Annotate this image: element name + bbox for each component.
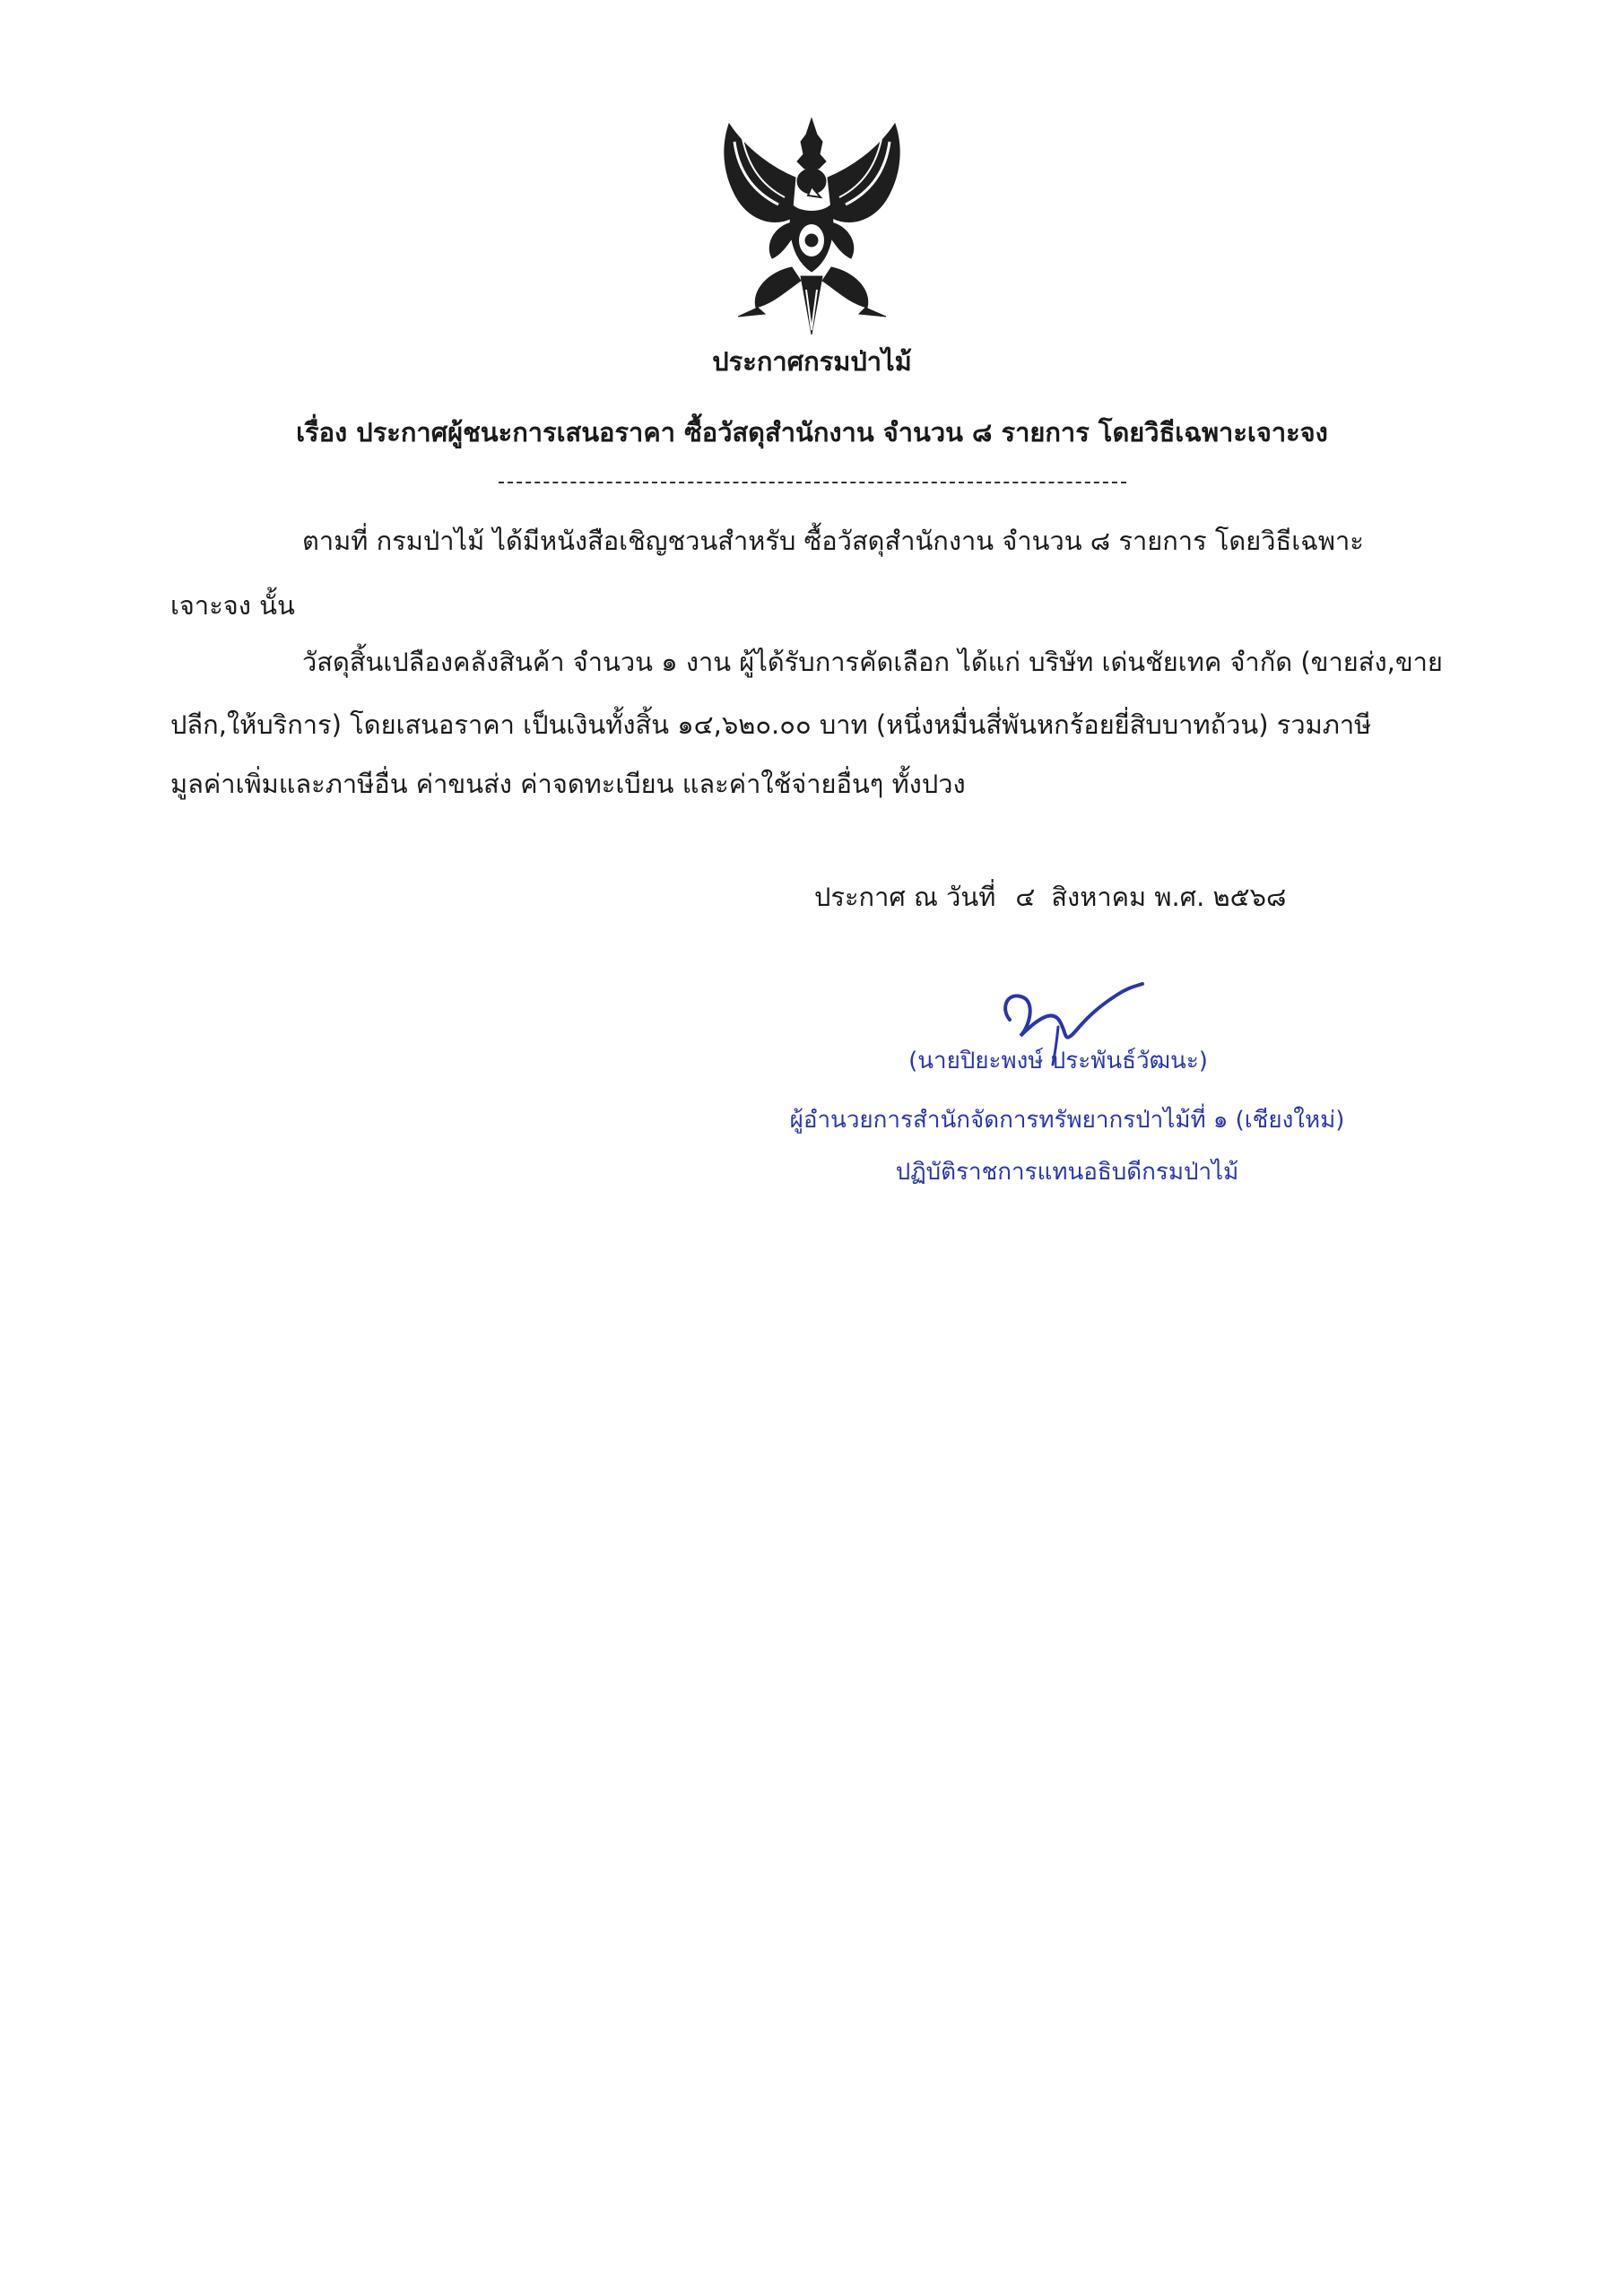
date-prefix: ประกาศ ณ วันที่: [814, 882, 996, 912]
signatory-name: (นายปิยะพงษ์ ประพันธ์วัฒนะ): [908, 1048, 1208, 1074]
signatory-position: ผู้อำนวยการสำนักจัดการทรัพยากรป่าไม้ที่ ๑ (เชียงใหม่): [789, 1107, 1345, 1134]
dashed-divider: [499, 482, 1126, 483]
announcement-date: [814, 879, 1286, 915]
body-paragraph-1-line-1: ตามที่ กรมป่าไม้ ได้มีหนังสือเชิญชวนสำหรับ ซื้อวัสดุสำนักงาน จำนวน ๘ รายการ โดยวิธีเฉพาะ: [302, 526, 1364, 556]
announcement-subject: เรื่อง ประกาศผู้ชนะการเสนอราคา ซื้อวัสดุสำนักงาน จำนวน ๘ รายการ โดยวิธีเฉพาะเจาะจง: [296, 417, 1328, 448]
announcement-title: ประกาศกรมป่าไม้: [712, 346, 912, 377]
garuda-emblem: [702, 115, 922, 339]
date-day: ๔: [1015, 882, 1036, 912]
body-paragraph-2-line-1: วัสดุสิ้นเปลืองคลังสินค้า จำนวน ๑ งาน ผู้ได้รับการคัดเลือก ได้แก่ บริษัท เด่นชัยเทค จำกัด (ขายส่ง,ขาย: [302, 647, 1443, 677]
body-paragraph-2-line-2: ปลีก,ให้บริการ) โดยเสนอราคา เป็นเงินทั้งสิ้น ๑๔,๖๒๐.๐๐ บาท (หนึ่งหมื่นสี่พันหกร้อยยี่สิบบาทถ้วน) รวมภาษี: [170, 709, 1372, 740]
body-paragraph-1-line-2: เจาะจง นั้น: [170, 590, 295, 621]
body-paragraph-2-line-3: มูลค่าเพิ่มและภาษีอื่น ค่าขนส่ง ค่าจดทะเบียน และค่าใช้จ่ายอื่นๆ ทั้งปวง: [170, 769, 966, 799]
date-month-year: สิงหาคม พ.ศ. ๒๕๖๘: [1051, 882, 1287, 912]
signatory-acting-for: ปฏิบัติราชการแทนอธิบดีกรมป่าไม้: [895, 1159, 1239, 1186]
